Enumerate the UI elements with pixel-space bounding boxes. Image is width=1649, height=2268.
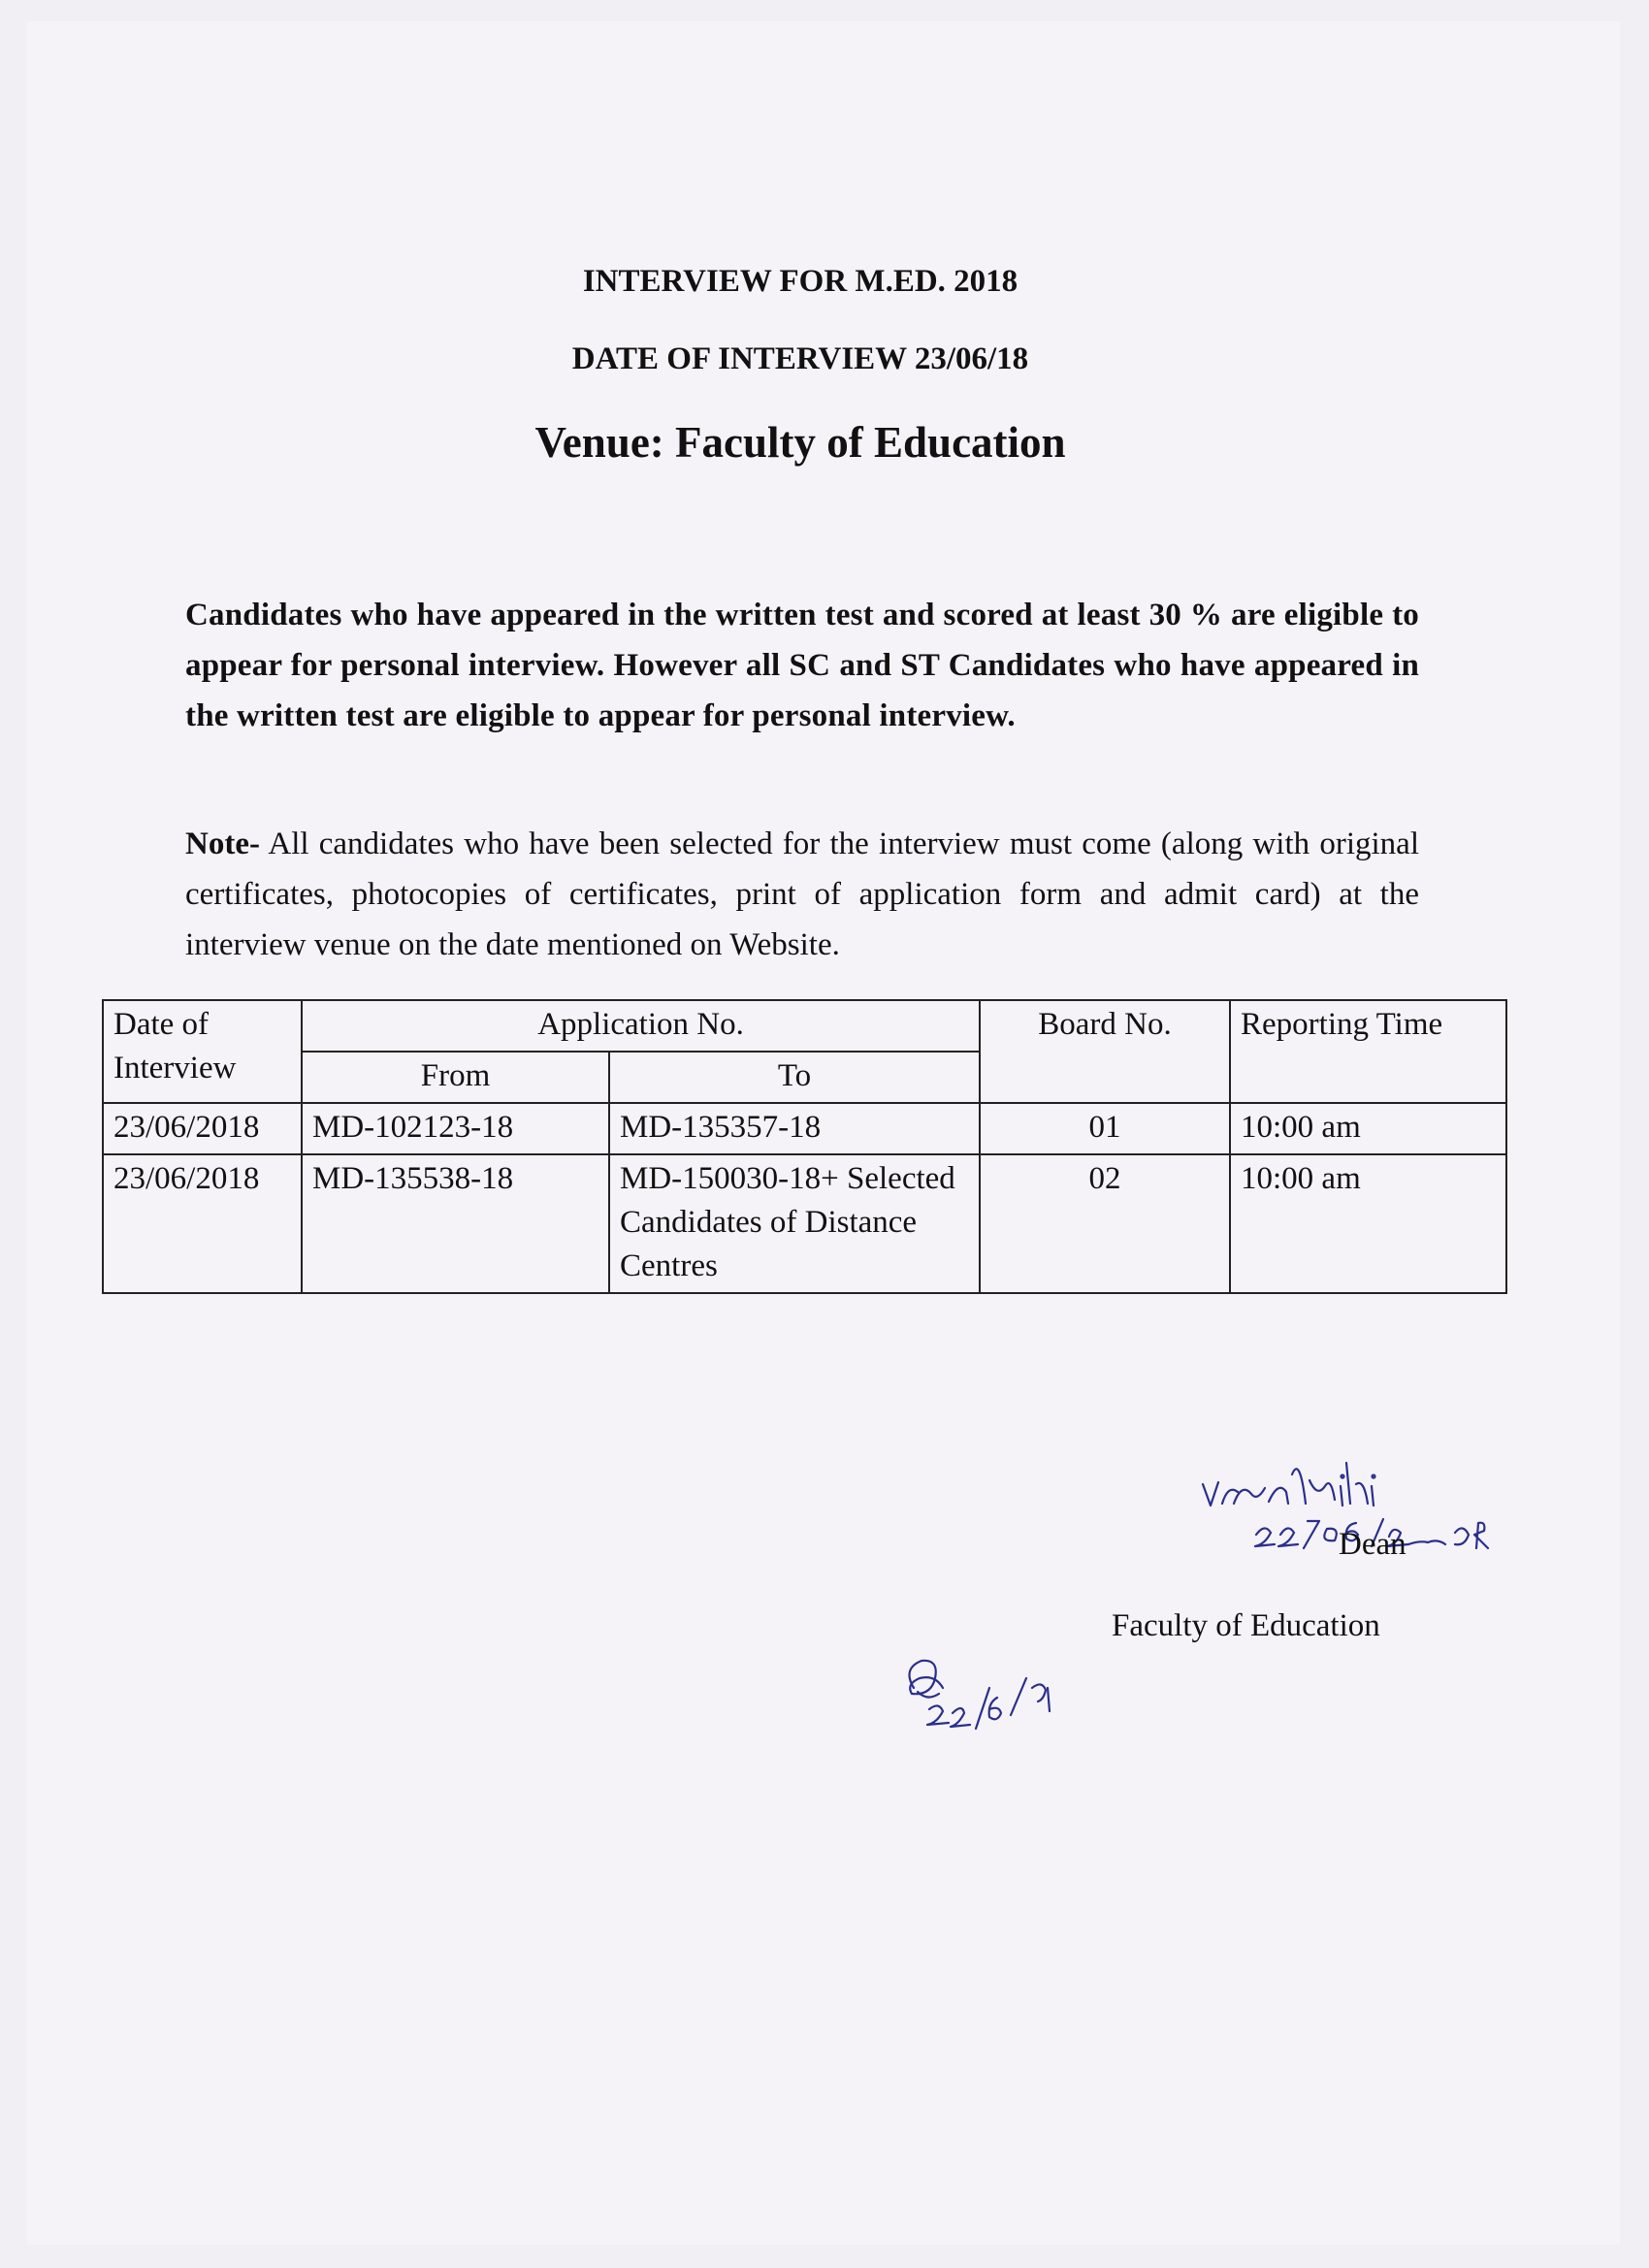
note-label: Note- — [185, 826, 260, 861]
header-application-no: Application No. — [302, 1000, 980, 1052]
table-row — [103, 1154, 1506, 1293]
cell-date: 23/06/2018 — [103, 1154, 302, 1293]
cell-board: 02 — [980, 1154, 1230, 1293]
cell-from: MD-102123-18 — [302, 1103, 609, 1154]
header-reporting-time: Reporting Time — [1230, 1000, 1506, 1103]
signatory-designation: Dean — [1339, 1527, 1406, 1562]
interview-schedule-table — [102, 999, 1507, 1294]
initials-signature — [892, 1649, 1106, 1766]
notice-title: INTERVIEW FOR M.ED. 2018 — [582, 264, 1018, 299]
cell-date: 23/06/2018 — [103, 1103, 302, 1154]
header-date-of-interview: Date of Interview — [103, 1000, 302, 1103]
cell-time: 10:00 am — [1230, 1103, 1506, 1154]
cell-time: 10:00 am — [1230, 1154, 1506, 1293]
eligibility-paragraph: Candidates who have appeared in the written test and scored at least 30 % are eligible to appear for personal interview. However all SC and ST Candidates who have appeared in the written test are eligible to appear for personal interview. — [185, 598, 1419, 733]
header-board-no: Board No. — [980, 1000, 1230, 1103]
header-from: From — [302, 1052, 609, 1103]
table-row — [103, 1103, 1506, 1154]
cell-from: MD-135538-18 — [302, 1154, 609, 1293]
interview-date-line: DATE OF INTERVIEW 23/06/18 — [571, 341, 1029, 376]
signatory-department: Faculty of Education — [1112, 1608, 1380, 1643]
note-text: All candidates who have been selected for the interview must come (along with original certificates, photocopies of certificates, print of application form and admit card) at the interview venue on the date mentioned on Website. — [185, 826, 1419, 962]
venue-heading: Venue: Faculty of Education — [534, 418, 1066, 467]
header-to: To — [609, 1052, 980, 1103]
table-header-row — [103, 1000, 1506, 1052]
cell-to: MD-135357-18 — [609, 1103, 980, 1154]
cell-to: MD-150030-18+ Selected Candidates of Distance Centres — [609, 1154, 980, 1293]
note-paragraph — [185, 819, 1419, 970]
cell-board: 01 — [980, 1103, 1230, 1154]
